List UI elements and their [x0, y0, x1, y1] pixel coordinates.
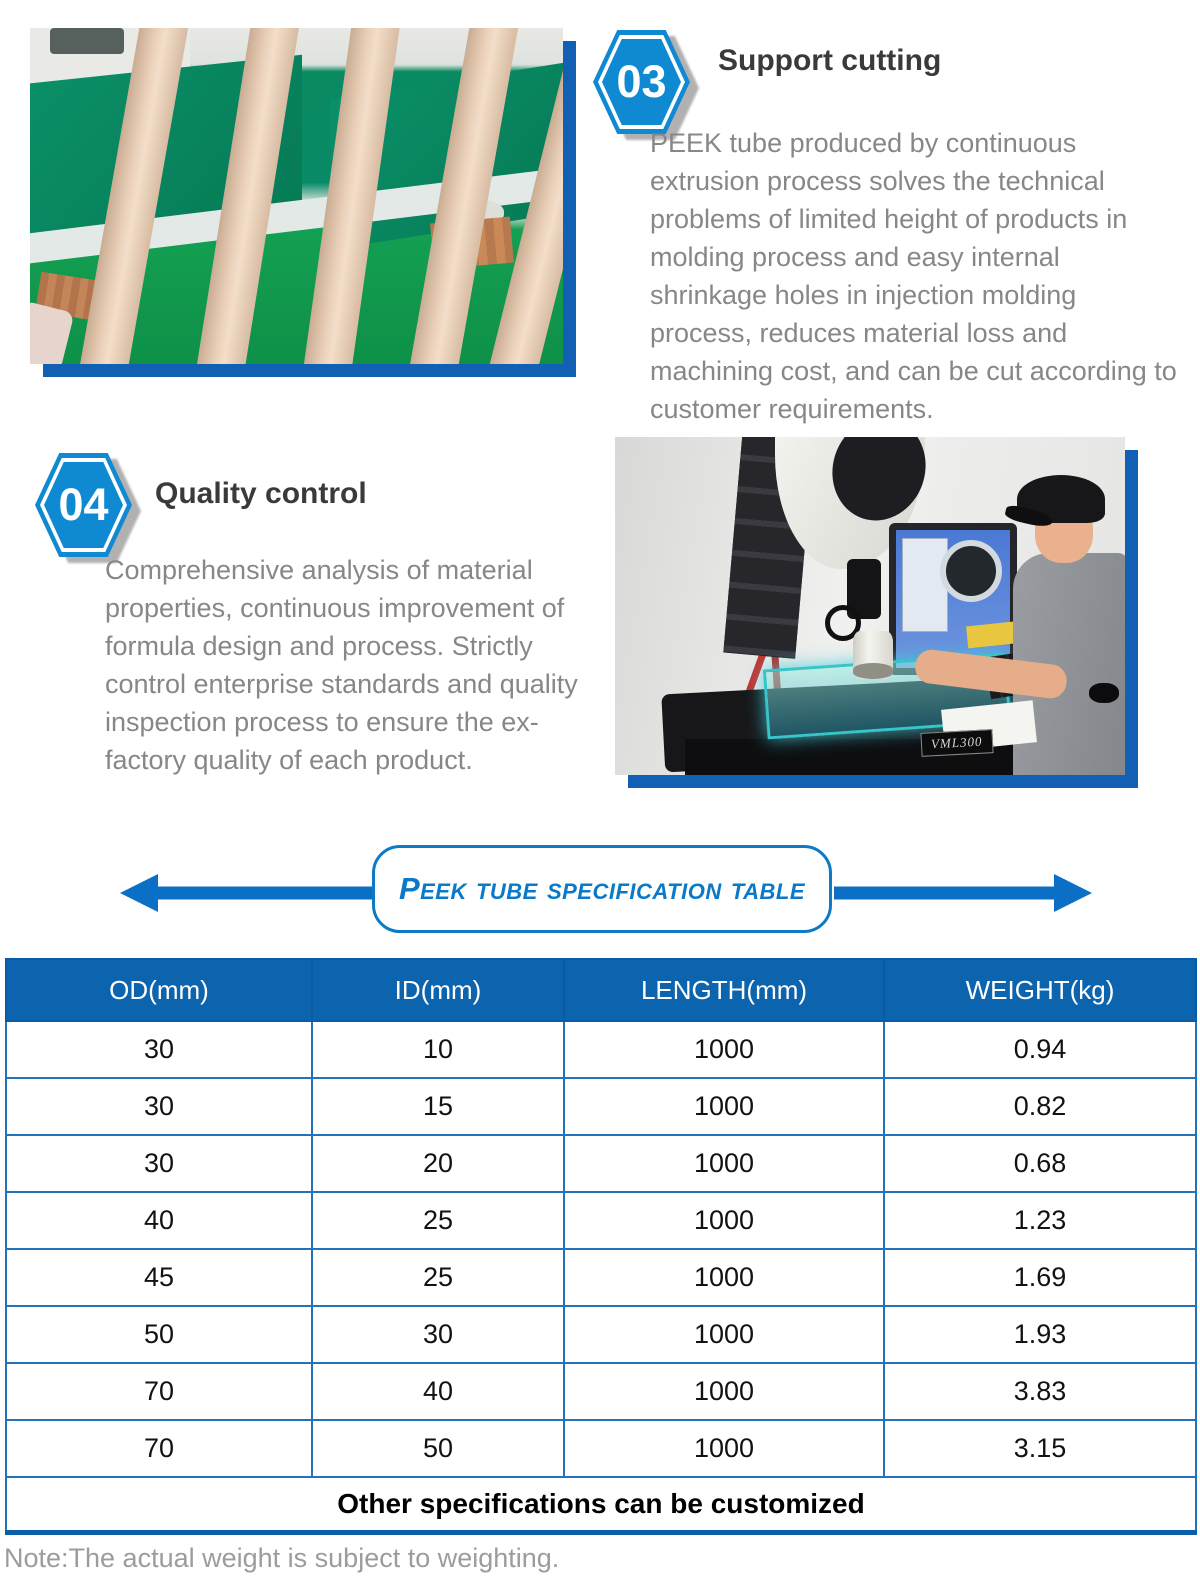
spec-column-header: ID(mm) — [312, 959, 564, 1021]
spec-table-cell: 1000 — [564, 1363, 884, 1420]
spec-table-cell: 40 — [312, 1363, 564, 1420]
spec-table-cell: 70 — [6, 1363, 312, 1420]
spec-table-cell: 40 — [6, 1192, 312, 1249]
spec-table-cell: 30 — [6, 1021, 312, 1078]
spec-table-cell: 0.68 — [884, 1135, 1196, 1192]
spec-table-cell: 30 — [6, 1078, 312, 1135]
spec-table-cell: 1000 — [564, 1249, 884, 1306]
machine-slot — [50, 28, 124, 54]
spec-table-cell: 20 — [312, 1135, 564, 1192]
section-body-quality-control: Comprehensive analysis of material properties, continuous improvement of formula design and process. Strictly control enterprise standards and quality inspection process to ensure the ex-factory quality of each product. — [105, 555, 578, 775]
spec-table-row — [6, 1420, 1196, 1477]
spec-table-row — [6, 1021, 1196, 1078]
spec-table-cell: 0.94 — [884, 1021, 1196, 1078]
spec-table-row — [6, 1306, 1196, 1363]
software-panel — [902, 538, 948, 632]
mouse — [1089, 683, 1119, 703]
spec-table-body — [6, 1021, 1196, 1477]
spec-column-header: OD(mm) — [6, 959, 312, 1021]
step-number: 04 — [58, 479, 109, 530]
spec-table-footer-cell: Other specifications can be customized — [6, 1477, 1196, 1533]
spec-table-cell: 3.83 — [884, 1363, 1196, 1420]
machine-model-label: VML300 — [930, 733, 983, 752]
spec-table-cell: 15 — [312, 1078, 564, 1135]
spec-table-cell: 1.69 — [884, 1249, 1196, 1306]
peek-tubes-photo — [30, 28, 563, 364]
spec-table-banner-label: Peek tube specification table — [398, 871, 806, 906]
spec-table-row — [6, 1192, 1196, 1249]
section-title-quality-control: Quality control — [155, 477, 367, 510]
spec-table-cell: 30 — [312, 1306, 564, 1363]
spec-column-header: WEIGHT(kg) — [884, 959, 1196, 1021]
monitor-screen — [896, 530, 1010, 668]
spec-table-header-row — [6, 959, 1196, 1021]
spec-table-cell: 30 — [6, 1135, 312, 1192]
spec-table-cell: 1000 — [564, 1192, 884, 1249]
quality-control-photo — [615, 437, 1125, 775]
spec-table-cell: 3.15 — [884, 1420, 1196, 1477]
spec-table-cell: 45 — [6, 1249, 312, 1306]
sample-base — [853, 663, 893, 679]
spec-table — [5, 958, 1197, 1535]
measured-circle — [940, 540, 1002, 602]
spec-table-row — [6, 1135, 1196, 1192]
spec-table-cell: 25 — [312, 1249, 564, 1306]
spec-table-cell: 25 — [312, 1192, 564, 1249]
spec-table-cell: 1.93 — [884, 1306, 1196, 1363]
spec-table-cell: 0.82 — [884, 1078, 1196, 1135]
spec-table-footer-row — [6, 1477, 1196, 1533]
spec-table-cell: 1000 — [564, 1021, 884, 1078]
spec-table-row — [6, 1363, 1196, 1420]
section-body-support-cutting: PEEK tube produced by continuous extrusion process solves the technical problems of limited height of products in molding process and easy internal shrinkage holes in injection molding process, reduces material loss and machining cost, and can be cut according to customer requirements. — [650, 128, 1177, 424]
spec-column-header: LENGTH(mm) — [564, 959, 884, 1021]
spec-table-cell: 50 — [6, 1306, 312, 1363]
spec-table-cell: 1000 — [564, 1078, 884, 1135]
step-badge-04 — [35, 453, 132, 557]
step-badge-03 — [593, 30, 690, 134]
spec-table-cell: 70 — [6, 1420, 312, 1477]
spec-table-cell: 50 — [312, 1420, 564, 1477]
spec-table-cell: 1.23 — [884, 1192, 1196, 1249]
weight-note: Note:The actual weight is subject to weighting. — [4, 1543, 560, 1573]
machine-model-plate — [920, 729, 993, 757]
spec-table-cell: 10 — [312, 1021, 564, 1078]
spec-table-row — [6, 1078, 1196, 1135]
spec-table-row — [6, 1249, 1196, 1306]
step-number: 03 — [616, 56, 667, 107]
spec-table-cell: 1000 — [564, 1135, 884, 1192]
section-title-support-cutting: Support cutting — [718, 44, 942, 77]
spec-table-banner — [372, 845, 832, 933]
spec-table-cell: 1000 — [564, 1306, 884, 1363]
spec-table-cell: 1000 — [564, 1420, 884, 1477]
